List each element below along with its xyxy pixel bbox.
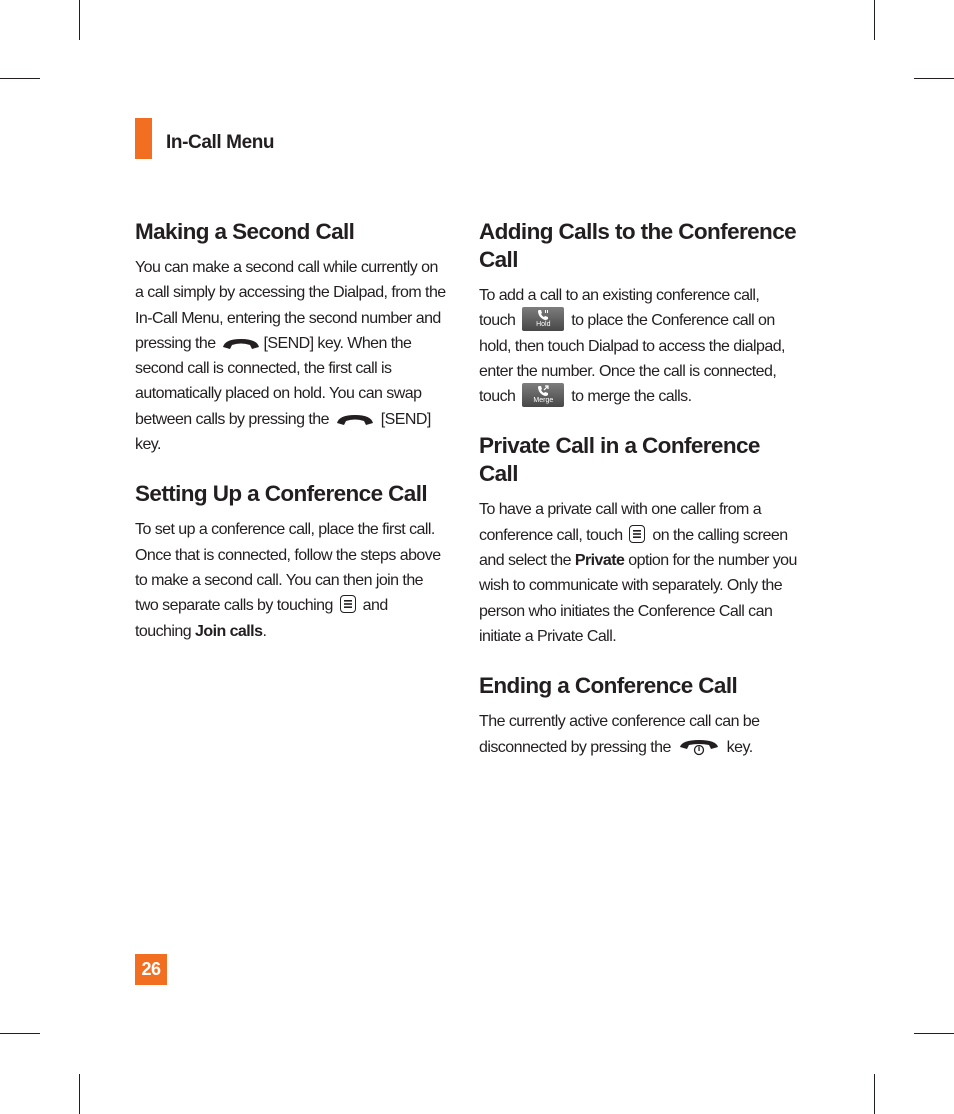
send-key-icon <box>221 337 261 351</box>
left-column <box>135 218 447 667</box>
join-calls-label: Join calls <box>195 622 263 640</box>
crop-mark <box>0 1033 40 1034</box>
merge-button-icon: Merge <box>522 383 564 407</box>
crop-mark <box>914 1033 954 1034</box>
paragraph-making-second-call: You can make a second call while currently on a call simply by accessing the Dialpad, from the In-Call Menu, entering the second number and pressing the [SEND] key. When the second call is connected, the first call is automatically placed on hold. You can swap between calls by pressing the [SEND] key. <box>135 259 446 454</box>
private-label: Private <box>574 552 625 570</box>
end-key-icon <box>678 738 720 756</box>
hold-button-icon: Hold <box>522 307 564 331</box>
heading-private-call: Private Call in a Conference Call <box>479 433 760 487</box>
paragraph-adding-calls: To add a call to an existing conference call, touch Hold to place the Conference call on hold, then touch Dialpad to access the dialpad, enter the number. Once the call is connected, touch Merge to merge the calls. <box>479 287 785 406</box>
right-column <box>479 218 797 783</box>
paragraph-setting-up-conference: To set up a conference call, place the first call. Once that is connected, follow the steps above to make a second call. You can then join the two separate calls by touching and touching Join calls. <box>135 521 441 640</box>
phone-hold-icon <box>537 309 549 321</box>
menu-icon <box>340 595 356 613</box>
crop-mark <box>874 0 875 40</box>
heading-setting-up-conference: Setting Up a Conference Call <box>135 481 428 507</box>
crop-mark <box>79 0 80 40</box>
heading-adding-calls: Adding Calls to the Conference Call <box>479 219 797 272</box>
heading-ending-conference: Ending a Conference Call <box>479 673 738 699</box>
page-number: 26 <box>135 954 167 985</box>
send-key-icon <box>335 413 375 427</box>
crop-mark <box>914 78 954 79</box>
section-accent-bar <box>135 118 152 159</box>
paragraph-private-call: To have a private call with one caller from a conference call, touch on the calling screen and select the Private option for the number you wish to communicate with separately. Only the person who initiates the Conference Call can initiate a Private Call. <box>479 501 797 645</box>
heading-making-second-call: Making a Second Call <box>135 219 355 244</box>
crop-mark <box>0 78 40 79</box>
menu-icon <box>629 525 645 543</box>
section-title: In-Call Menu <box>166 132 275 153</box>
paragraph-ending-conference: The currently active conference call can be disconnected by pressing the key. <box>479 713 760 756</box>
crop-mark <box>874 1074 875 1114</box>
phone-merge-icon <box>537 385 549 397</box>
crop-mark <box>79 1074 80 1114</box>
